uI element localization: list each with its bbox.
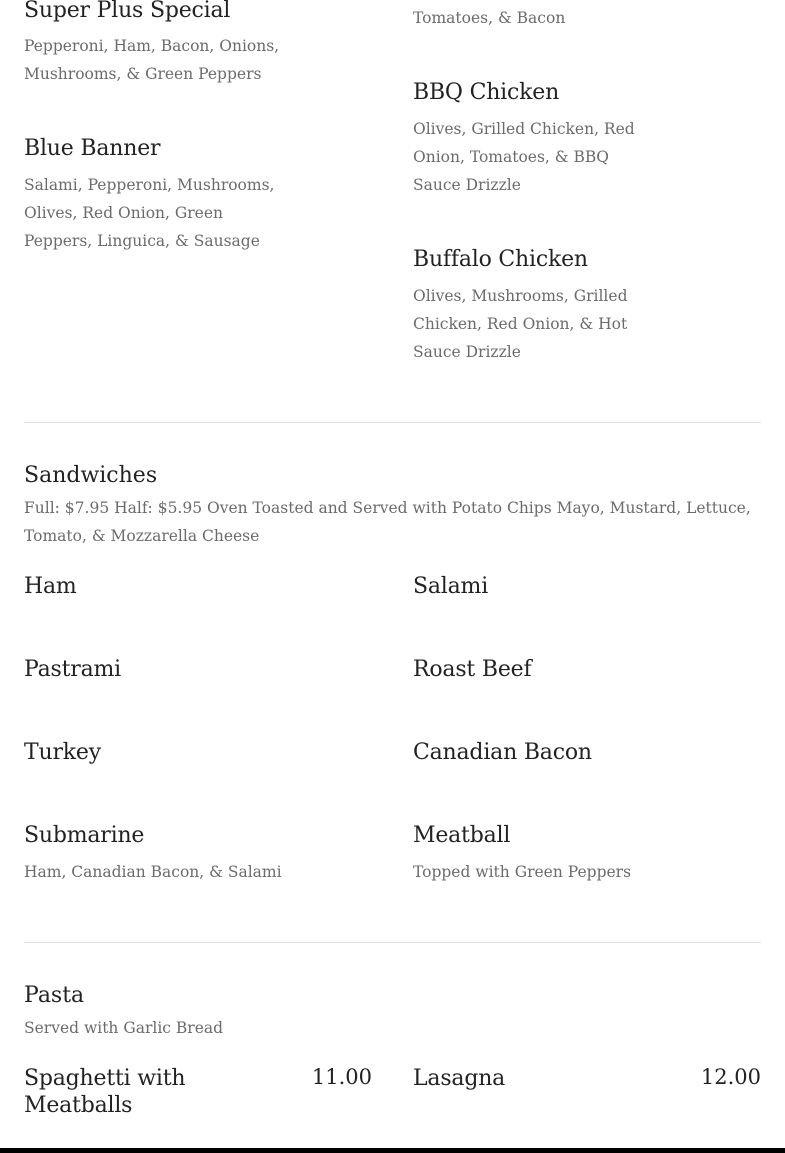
menu-item-name: Pastrami bbox=[24, 657, 121, 682]
menu-item-name: Turkey bbox=[24, 740, 101, 765]
menu-item-description: Ham, Canadian Bacon, & Salami bbox=[24, 863, 282, 881]
menu-item-name: BBQ Chicken bbox=[413, 80, 560, 105]
section-divider bbox=[24, 942, 761, 943]
section-title-pasta: Pasta bbox=[24, 983, 85, 1008]
menu-item-description: Tomatoes, & Bacon bbox=[413, 9, 566, 27]
bottom-bar bbox=[0, 1148, 785, 1153]
section-description: Served with Garlic Bread bbox=[24, 1019, 224, 1037]
menu-item-description: Olives, Grilled Chicken, Red Onion, Tomatoes, & BBQ Sauce Drizzle bbox=[413, 120, 635, 194]
section-title-sandwiches: Sandwiches bbox=[24, 463, 158, 488]
menu-item-name: Meatball bbox=[413, 823, 511, 848]
menu-item-name: Ham bbox=[24, 574, 77, 599]
menu-item-description: Olives, Mushrooms, Grilled Chicken, Red Onion, & Hot Sauce Drizzle bbox=[413, 287, 628, 361]
menu-item-name: Blue Banner bbox=[24, 136, 161, 161]
menu-item-description: Salami, Pepperoni, Mushrooms, Olives, Red Onion, Green Peppers, Linguica, & Sausage bbox=[24, 176, 275, 250]
menu-item-name: Spaghetti with Meatballs bbox=[24, 1066, 186, 1118]
section-description: Full: $7.95 Half: $5.95 Oven Toasted and Served with Potato Chips Mayo, Mustard, Lettuce, Tomato, & Mozzarella Cheese bbox=[24, 499, 751, 545]
menu-item-name: Salami bbox=[413, 574, 489, 599]
menu-item-name: Super Plus Special bbox=[24, 0, 231, 23]
menu-item-description: Topped with Green Peppers bbox=[413, 863, 632, 881]
menu-item-name: Canadian Bacon bbox=[413, 740, 592, 765]
menu-item-price: 12.00 bbox=[700, 1065, 761, 1089]
menu-item-name: Roast Beef bbox=[413, 657, 532, 682]
menu-item-name: Lasagna bbox=[413, 1066, 506, 1091]
section-divider bbox=[24, 422, 761, 423]
menu-item-price: 11.00 bbox=[311, 1065, 372, 1089]
menu-item-description: Pepperoni, Ham, Bacon, Onions, Mushrooms, & Green Peppers bbox=[24, 37, 280, 83]
menu-item-name: Buffalo Chicken bbox=[413, 247, 588, 272]
menu-item-name: Submarine bbox=[24, 823, 145, 848]
